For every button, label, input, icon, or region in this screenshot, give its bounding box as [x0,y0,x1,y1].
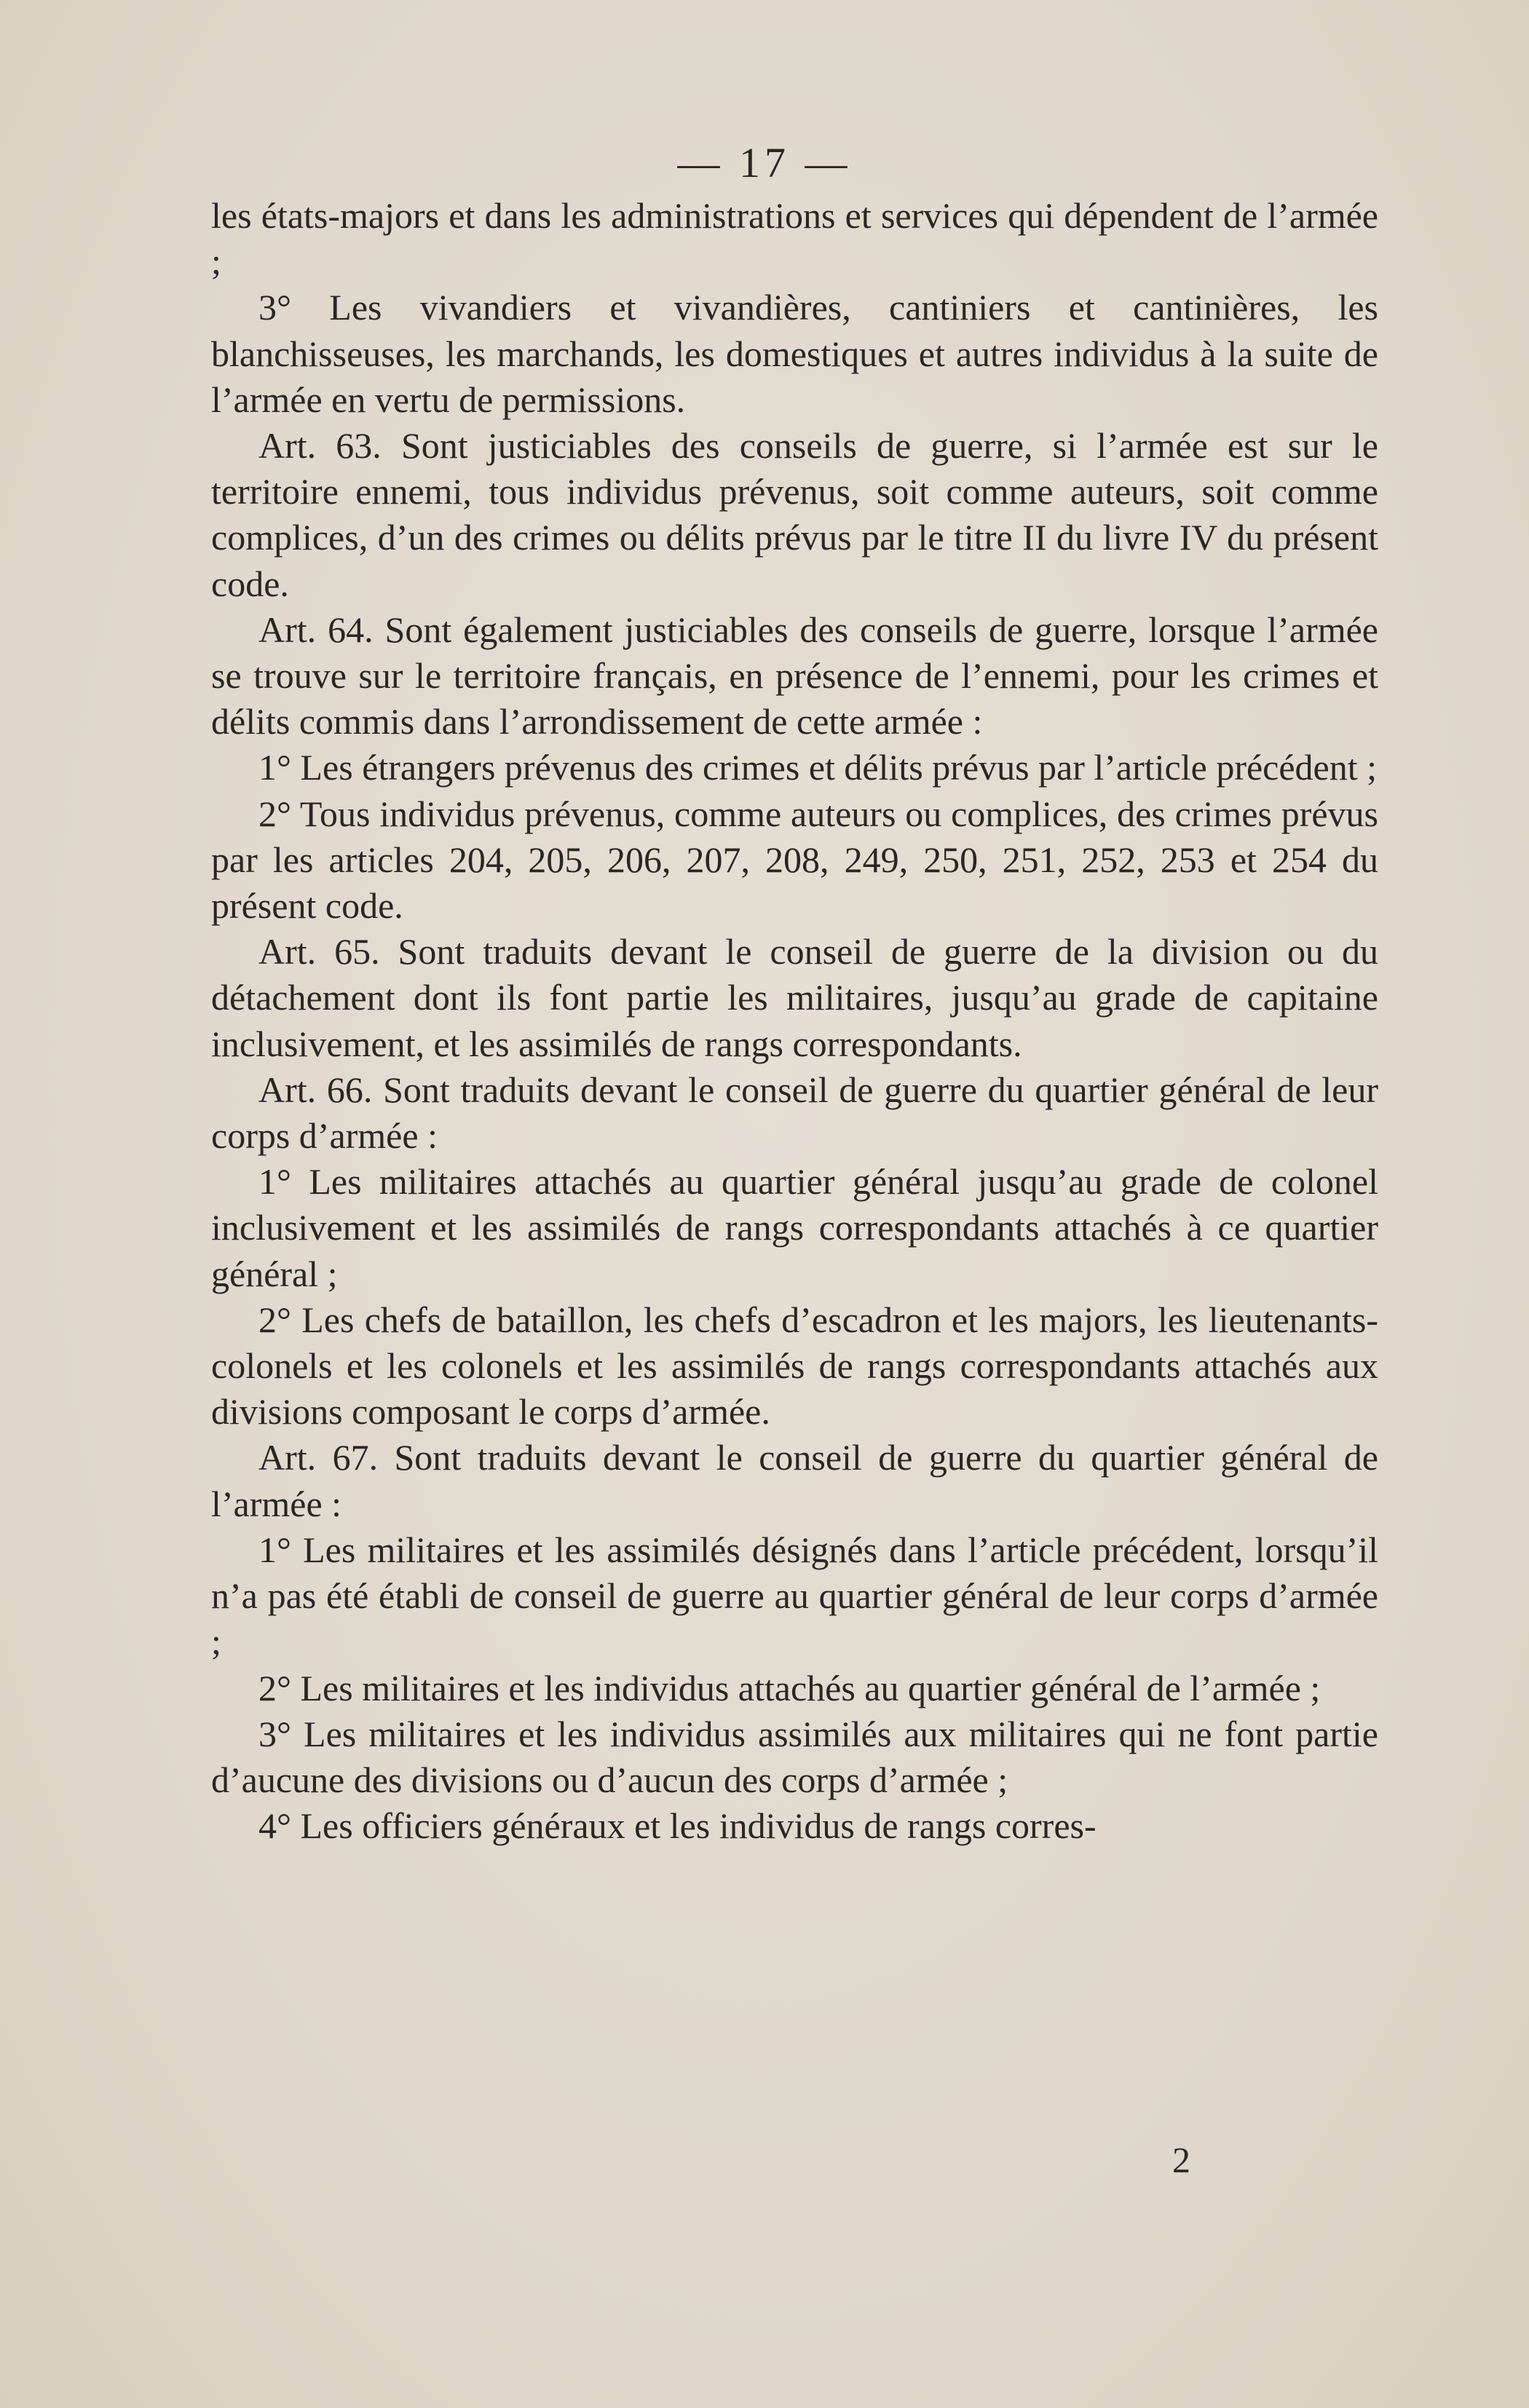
paragraph: 1° Les militaires attachés au quartier général jusqu’au grade de colonel inclusivement et les assimilés de rangs correspondants attachés à ce quartier général ; [211,1161,1378,1294]
paragraph: 2° Les militaires et les individus attachés au quartier général de l’armée ; [258,1667,1321,1708]
page-number-header: — 17 — [677,139,852,186]
paragraph: 3° Les vivandiers et vivandières, cantiniers et cantinières, les blanchisseuses, les marchands, les domestiques et autres individus à la suite de l’armée en vertu de permissions. [211,287,1378,420]
article-64: Art. 64. Sont également justiciables des conseils de guerre, lorsque l’armée se trouve sur le territoire français, en présence de l’ennemi, pour les crimes et délits commis dans l’arrondissement de cette armée : [211,609,1378,742]
article-63: Art. 63. Sont justiciables des conseils de guerre, si l’armée est sur le territoire ennemi, tous individus prévenus, soit comme auteurs, soit comme complices, d’un des crimes ou délits prévus par le titre II du livre IV du présent code. [211,425,1378,604]
paragraph: 2° Tous individus prévenus, comme auteurs ou complices, des crimes prévus par les articles 204, 205, 206, 207, 208, 249, 250, 251, 252, 253 et 254 du présent code. [211,793,1378,927]
body-text [211,193,1378,1849]
article-67: Art. 67. Sont traduits devant le conseil de guerre du quartier général de l’armée : [211,1437,1378,1524]
paragraph: 2° Les chefs de bataillon, les chefs d’escadron et les majors, les lieutenants-colonels et les colonels et les assimilés de rangs correspondants attachés aux divisions composant le corps d’armée. [211,1299,1378,1433]
paragraph: 1° Les militaires et les assimilés désignés dans l’article précédent, lorsqu’il n’a pas été établi de conseil de guerre au quartier général de leur corps d’armée ; [211,1529,1378,1663]
paragraph: 1° Les étrangers prévenus des crimes et délits prévus par l’article précédent ; [258,747,1378,788]
article-66: Art. 66. Sont traduits devant le conseil de guerre du quartier général de leur corps d’armée : [211,1069,1378,1157]
article-65: Art. 65. Sont traduits devant le conseil de guerre de la division ou du détachement dont ils font partie les militaires, jusqu’au grade de capitaine inclusivement, et les assimilés de rangs correspondants. [211,931,1378,1064]
paragraph: 3° Les militaires et les individus assimilés aux militaires qui ne font partie d’aucune des divisions ou d’aucun des corps d’armée ; [211,1713,1378,1800]
paragraph: 4° Les officiers généraux et les individus de rangs corres- [258,1805,1097,1847]
signature-mark: 2 [1172,2139,1190,2180]
paragraph: les états-majors et dans les administrations et services qui dépendent de l’armée ; [211,195,1378,282]
